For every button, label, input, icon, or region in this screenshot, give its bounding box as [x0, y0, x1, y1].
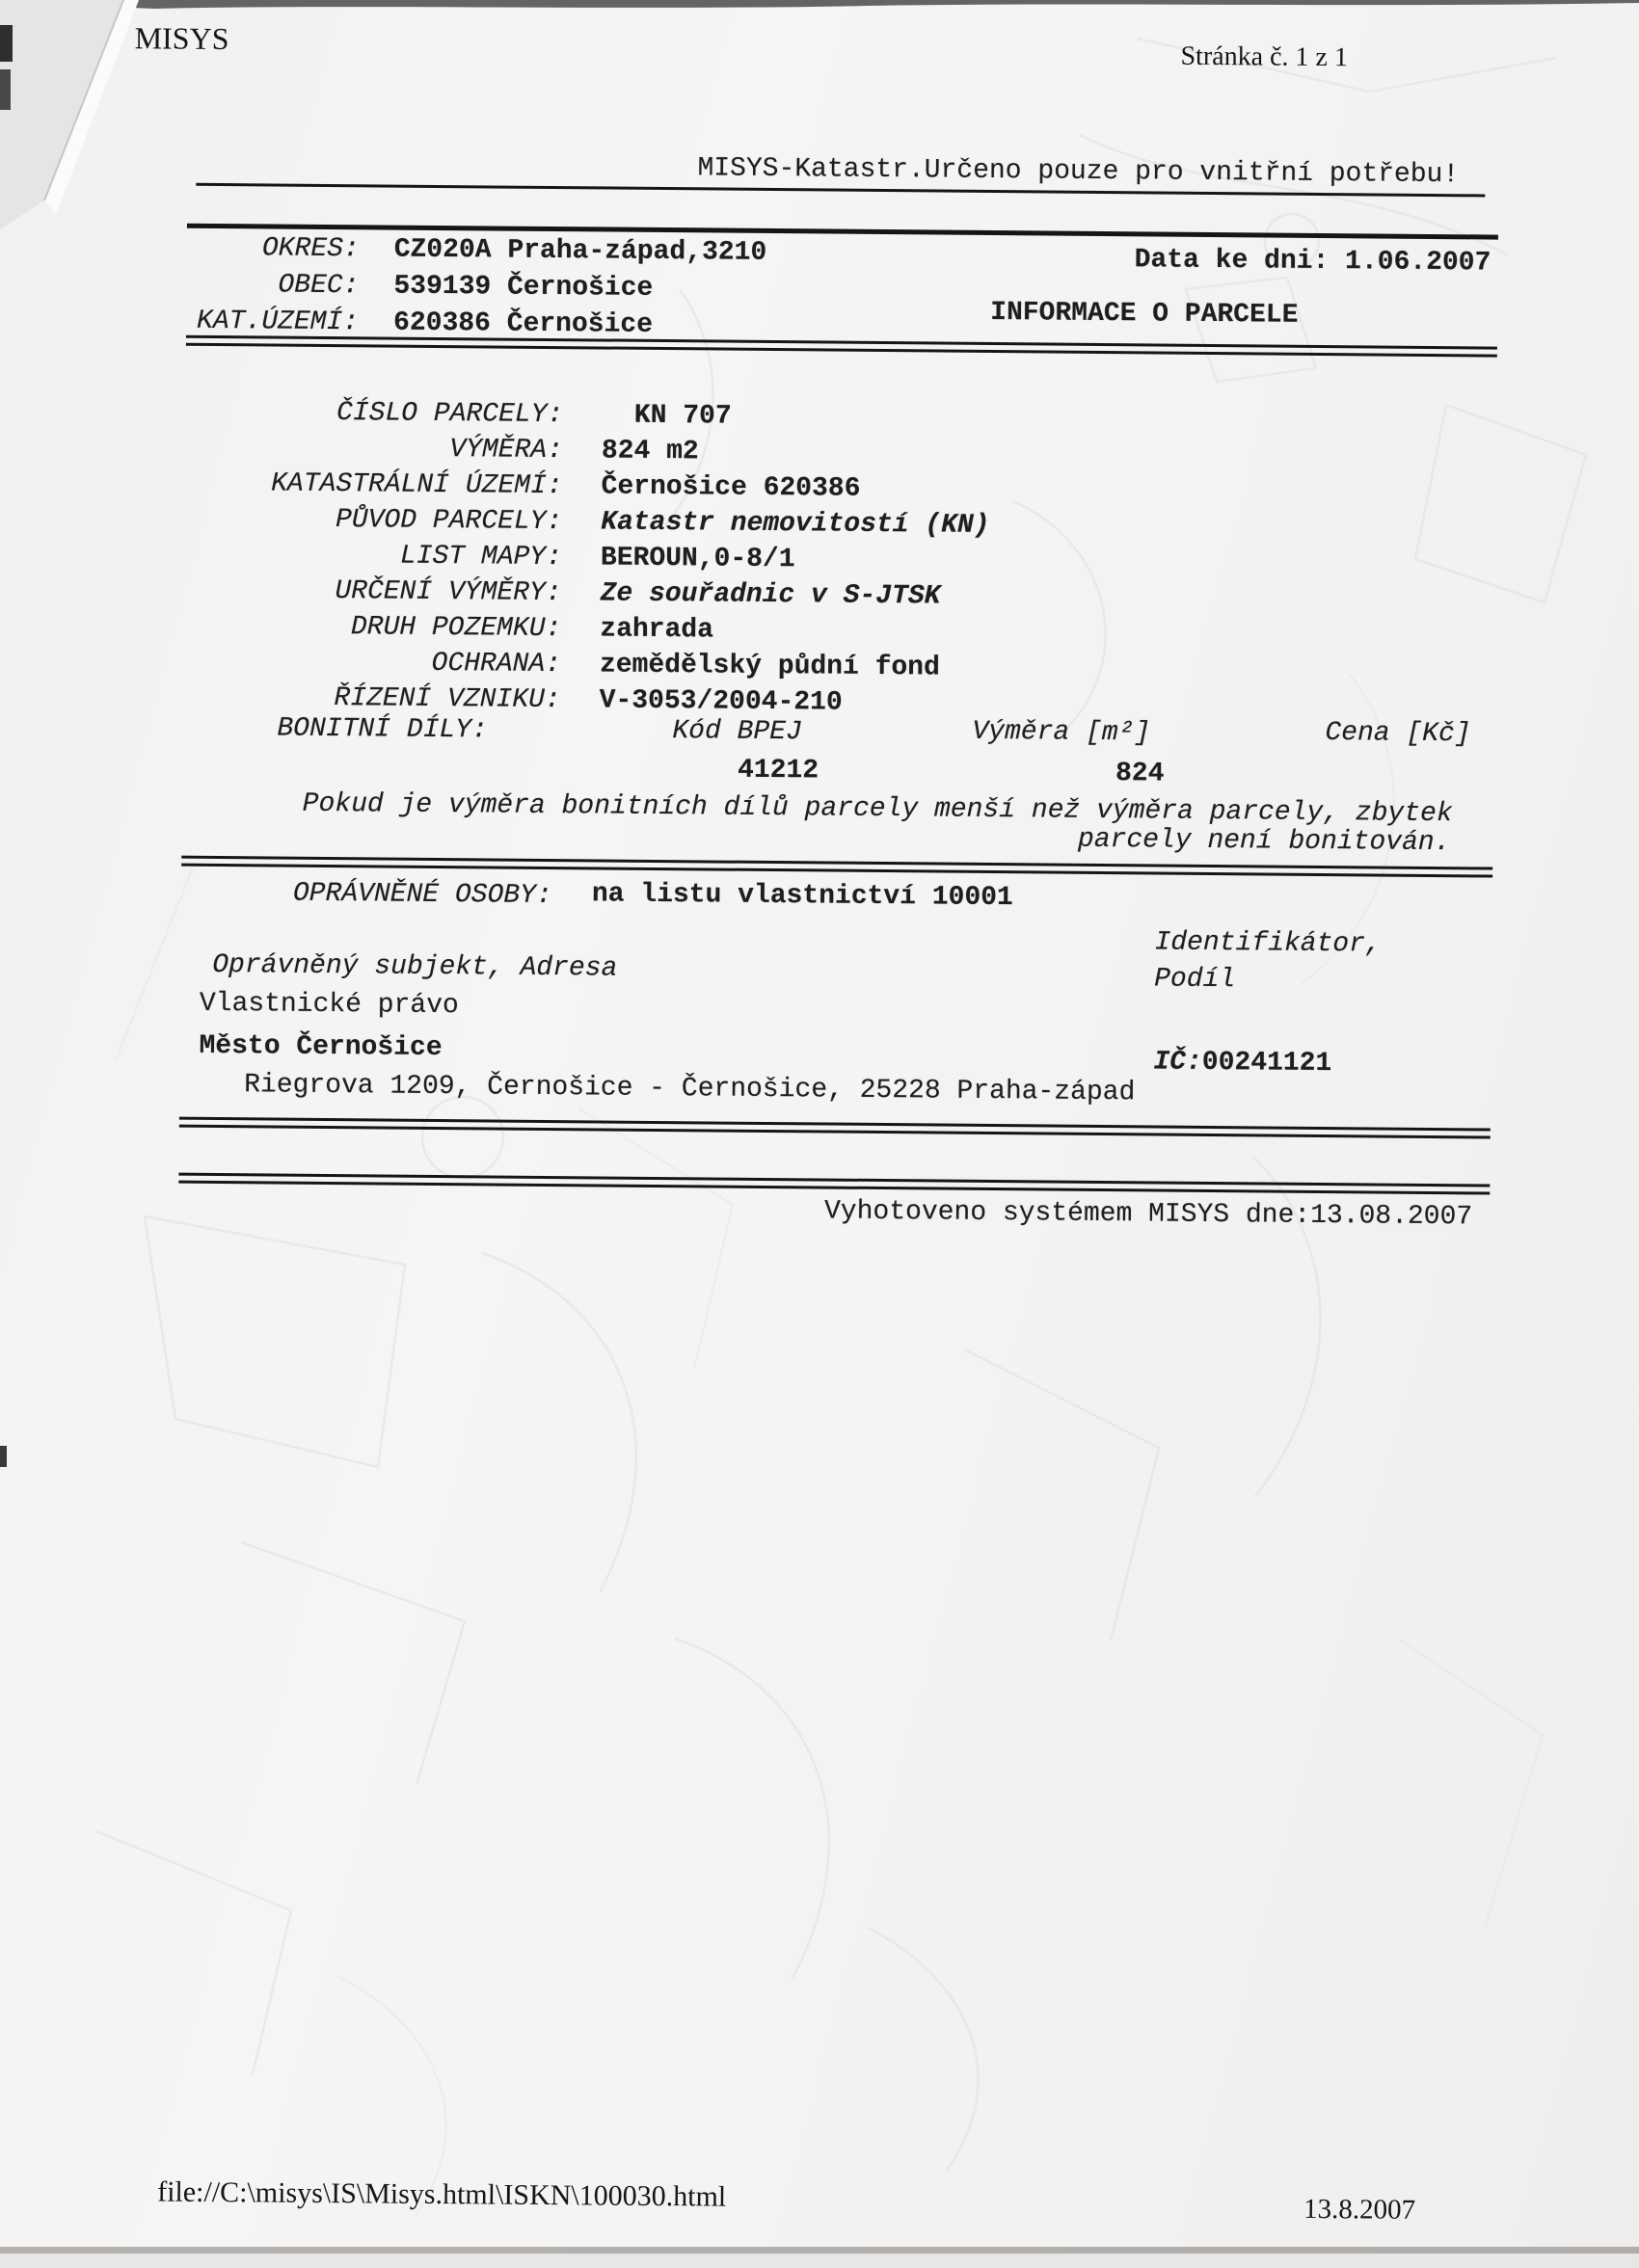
parcel-row-label: DRUH POZEMKU: [350, 612, 562, 645]
bonita-col-cena: Cena [Kč] [1325, 718, 1471, 750]
owners-col-identifikator: Identifikátor, [1154, 927, 1382, 960]
parcel-row-label: OCHRANA: [431, 648, 562, 680]
footer-file-url: file://C:\misys\IS\Misys.html\ISKN\100030.html [157, 2175, 727, 2213]
generated-note: Vyhotoveno systémem MISYS dne:13.08.2007 [823, 1196, 1473, 1233]
footer-date: 13.8.2007 [1303, 2193, 1416, 2226]
parcel-row-label: KATASTRÁLNÍ ÚZEMÍ: [271, 468, 563, 502]
region-row-label: OKRES: [261, 233, 360, 265]
bonita-label: BONITNÍ DÍLY: [277, 713, 488, 746]
left-edge-mark [0, 25, 13, 62]
parcel-row-value: KN 707 [602, 400, 732, 432]
parcel-row-value: Katastr nemovitostí (KN) [601, 507, 990, 541]
owners-col-subject: Oprávněný subjekt, Adresa [212, 949, 618, 984]
app-name: MISYS [134, 20, 229, 57]
parcel-row-label: LIST MAPY: [399, 541, 563, 574]
region-row-value: CZ020A Praha-západ,3210 [393, 234, 767, 268]
page-indicator: Stránka č. 1 z 1 [1180, 40, 1349, 73]
parcel-row-label: ČÍSLO PARCELY: [336, 398, 564, 431]
section-title: INFORMACE O PARCELE [990, 297, 1299, 331]
parcel-row-value: 824 m2 [601, 436, 699, 467]
bottom-edge-shadow [0, 2247, 1639, 2254]
owners-col-podil: Podíl [1154, 964, 1236, 996]
parcel-row-value: BEROUN,0-8/1 [600, 543, 795, 575]
parcel-row-value: Ze souřadnic v S-JTSK [600, 578, 941, 612]
top-edge-shadow [87, 0, 1639, 9]
region-row-value: 539139 Černošice [393, 271, 654, 304]
owner-address: Riegrova 1209, Černošice - Černošice, 25228 Praha-západ [244, 1070, 1136, 1108]
parcel-row-label: ŘÍZENÍ VZNIKU: [334, 683, 561, 716]
parcel-row-label: VÝMĚRA: [449, 435, 564, 467]
data-date: Data ke dni: 1.06.2007 [1134, 245, 1491, 279]
report-title: MISYS-Katastr.Určeno pouze pro vnitřní potřebu! [697, 153, 1460, 191]
parcel-row-value: zahrada [600, 614, 714, 646]
bonita-col-kod: Kód BPEJ [672, 716, 802, 748]
parcel-row-value: zemědělský půdní fond [599, 650, 940, 683]
parcel-row-value: Černošice 620386 [601, 471, 861, 504]
bonita-note-line2: parcely není bonitován. [1077, 824, 1451, 859]
parcel-row-label: PŮVOD PARCELY: [335, 505, 563, 538]
parcel-row-label: URČENÍ VÝMĚRY: [335, 576, 562, 609]
parcel-row-value: V-3053/2004-210 [599, 685, 843, 718]
owner-name: Město Černošice [199, 1030, 443, 1064]
bonita-note-line1: Pokud je výměra bonitních dílů parcely menší než výměra parcely, zbytek [302, 788, 1453, 830]
bonita-val-kod: 41212 [737, 755, 820, 787]
owners-label: OPRÁVNĚNÉ OSOBY: [292, 878, 552, 912]
left-edge-mark [0, 1446, 7, 1467]
left-edge-mark [0, 69, 11, 110]
bonita-col-vymera: Výměra [m²] [972, 716, 1151, 749]
region-row-label: KAT.ÚZEMÍ: [196, 306, 360, 338]
owners-value: na listu vlastnictví 10001 [591, 879, 1013, 914]
bonita-val-vymera: 824 [1115, 759, 1165, 789]
owner-ic-label: IČ: [1153, 1047, 1202, 1078]
ownership-right: Vlastnické právo [199, 988, 459, 1022]
region-row-label: OBEC: [278, 270, 360, 302]
owner-ic-value: 00241121 [1201, 1047, 1332, 1080]
region-row-value: 620386 Černošice [392, 307, 654, 340]
